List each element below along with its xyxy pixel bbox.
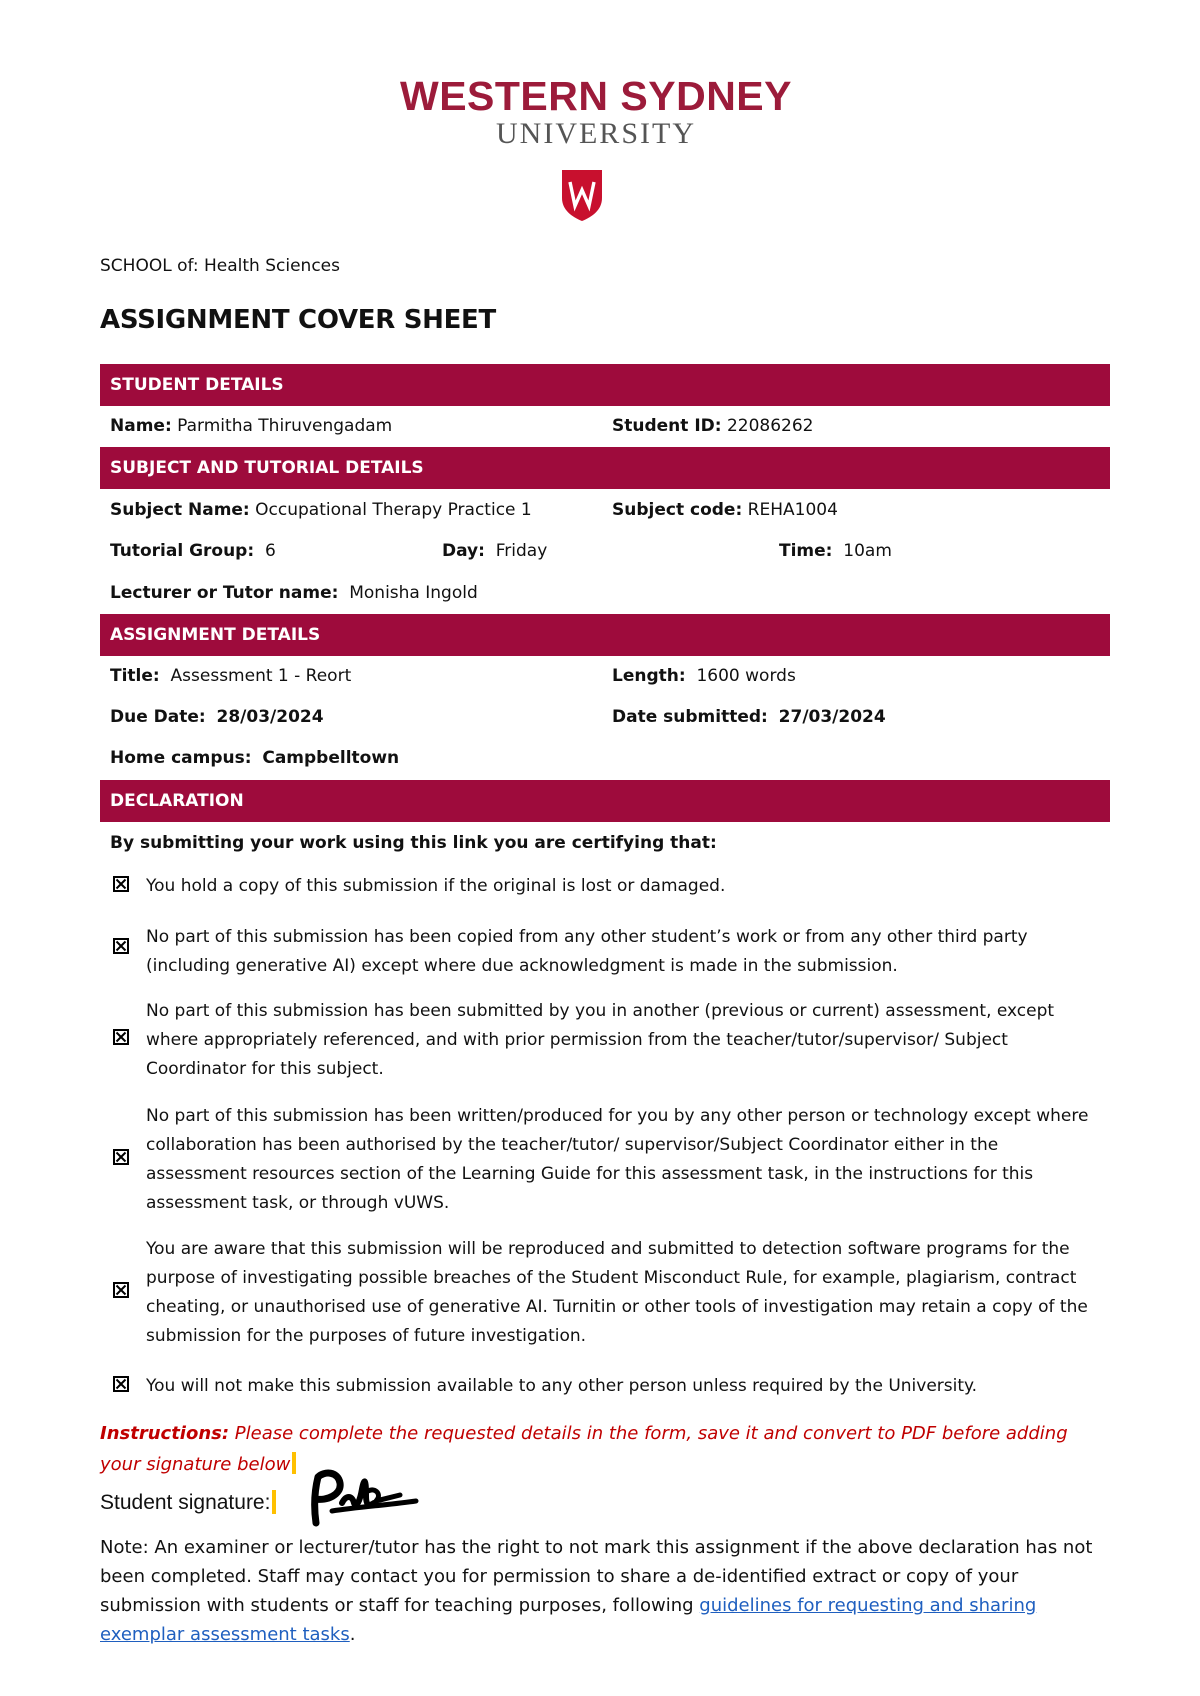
home-campus-field: [110, 748, 399, 768]
declaration-item-3: No part of this submission has been submitted by you in another (previous or current) assessment, except where appropriately referenced, and with prior permission from the teacher/tutor/supervisor/ Subject Coordinator for this subject.: [146, 1001, 1055, 1079]
due-date-value: 28/03/2024: [216, 707, 324, 727]
day-label: Day:: [442, 541, 485, 561]
declaration-item-6: You will not make this submission available to any other person unless required by the University.: [146, 1376, 978, 1396]
school-line: [100, 256, 340, 276]
note-text: Note: An examiner or lecturer/tutor has the right to not mark this assignment if the above declaration has not been completed. Staff may contact you for permission to share a de-identified extract or copy of your submission with students or staff for teaching purposes, following: [100, 1537, 1093, 1616]
instructions-label: Instructions:: [100, 1423, 230, 1444]
declaration-checkbox-6[interactable]: [113, 1376, 129, 1392]
instructions-body: Please complete the requested details in the form, save it and convert to PDF before adding your signature below: [100, 1423, 1068, 1475]
home-campus-value: Campbelltown: [262, 748, 400, 768]
signature-line: [100, 1490, 276, 1515]
school-label: SCHOOL of:: [100, 256, 199, 276]
declaration-item-2: No part of this submission has been copied from any other student’s work or from any other third party (including generative AI) except where due acknowledgment is made in the submission.: [146, 927, 1028, 976]
note-paragraph: [100, 1533, 1110, 1649]
student-id-value: 22086262: [726, 416, 814, 436]
lecturer-value: Monisha Ingold: [349, 583, 478, 603]
length-field: [612, 666, 796, 686]
assignment-title-label: Title:: [110, 666, 160, 686]
section-header-assignment: ASSIGNMENT DETAILS: [100, 614, 1110, 656]
lecturer-field: [110, 583, 478, 603]
date-submitted-label: Date submitted:: [612, 707, 768, 727]
assignment-title-value: Assessment 1 - Reort: [170, 666, 352, 686]
time-value: 10am: [843, 541, 892, 561]
tutorial-group-label: Tutorial Group:: [110, 541, 255, 561]
student-signature-image: [302, 1465, 422, 1533]
page-title: ASSIGNMENT COVER SHEET: [100, 305, 496, 335]
due-date-label: Due Date:: [110, 707, 206, 727]
day-field: [442, 541, 547, 561]
date-submitted-field: [612, 707, 886, 727]
student-id-field: [612, 416, 814, 436]
subject-name-label: Subject Name:: [110, 500, 250, 520]
home-campus-label: Home campus:: [110, 748, 252, 768]
logo-subtitle: UNIVERSITY: [496, 117, 696, 150]
student-id-label: Student ID:: [612, 416, 722, 436]
logo-title: WESTERN SYDNEY: [400, 73, 792, 119]
declaration-item-1: You hold a copy of this submission if the original is lost or damaged.: [146, 876, 726, 896]
subject-code-value: REHA1004: [747, 500, 838, 520]
tutorial-group-value: 6: [264, 541, 276, 561]
declaration-item-5: You are aware that this submission will be reproduced and submitted to detection software programs for the purpose of investigating possible breaches of the Student Misconduct Rule, for example, plagiarism, contract cheating, or unauthorised use of generative AI. Turnitin or other tools of investigation may retain a copy of the submission for the purposes of future investigation.: [146, 1239, 1088, 1346]
guidelines-link[interactable]: guidelines for requesting and sharing exemplar assessment tasks: [100, 1595, 1037, 1645]
declaration-checkbox-5[interactable]: [113, 1282, 129, 1298]
subject-code-field: [612, 500, 838, 520]
declaration-intro: By submitting your work using this link you are certifying that:: [110, 833, 717, 853]
section-header-student: STUDENT DETAILS: [100, 364, 1110, 406]
due-date-field: [110, 707, 324, 727]
subject-name-field: [110, 500, 532, 520]
university-shield-icon: [560, 168, 604, 222]
text-cursor-marker: [292, 1452, 296, 1474]
signature-cursor-marker: [272, 1490, 276, 1514]
length-value: 1600 words: [696, 666, 796, 686]
subject-code-label: Subject code:: [612, 500, 743, 520]
time-label: Time:: [779, 541, 833, 561]
note-end: .: [349, 1624, 356, 1645]
declaration-checkbox-4[interactable]: [113, 1149, 129, 1165]
student-name-label: Name:: [110, 416, 172, 436]
university-logo: [0, 74, 1200, 151]
student-name-field: [110, 416, 392, 436]
lecturer-label: Lecturer or Tutor name:: [110, 583, 339, 603]
declaration-checkbox-2[interactable]: [113, 938, 129, 954]
instructions-text: [100, 1418, 1100, 1480]
signature-label: Student signature:: [100, 1491, 271, 1514]
section-header-subject: SUBJECT AND TUTORIAL DETAILS: [100, 447, 1110, 489]
declaration-item-4: No part of this submission has been written/produced for you by any other person or technology except where collaboration has been authorised by the teacher/tutor/ supervisor/Subject Coordinator either in the assessment resources section of the Learning Guide for this assessment task, in the instructions for this assessment task, or through vUWS.: [146, 1106, 1089, 1213]
declaration-checkbox-3[interactable]: [113, 1029, 129, 1045]
student-name-value: Parmitha Thiruvengadam: [177, 416, 393, 436]
date-submitted-value: 27/03/2024: [778, 707, 886, 727]
day-value: Friday: [495, 541, 548, 561]
length-label: Length:: [612, 666, 686, 686]
declaration-checkbox-1[interactable]: [113, 876, 129, 892]
section-header-declaration: DECLARATION: [100, 780, 1110, 822]
school-value: Health Sciences: [204, 256, 340, 276]
tutorial-group-field: [110, 541, 276, 561]
assignment-title-field: [110, 666, 351, 686]
subject-name-value: Occupational Therapy Practice 1: [255, 500, 532, 520]
time-field: [779, 541, 892, 561]
